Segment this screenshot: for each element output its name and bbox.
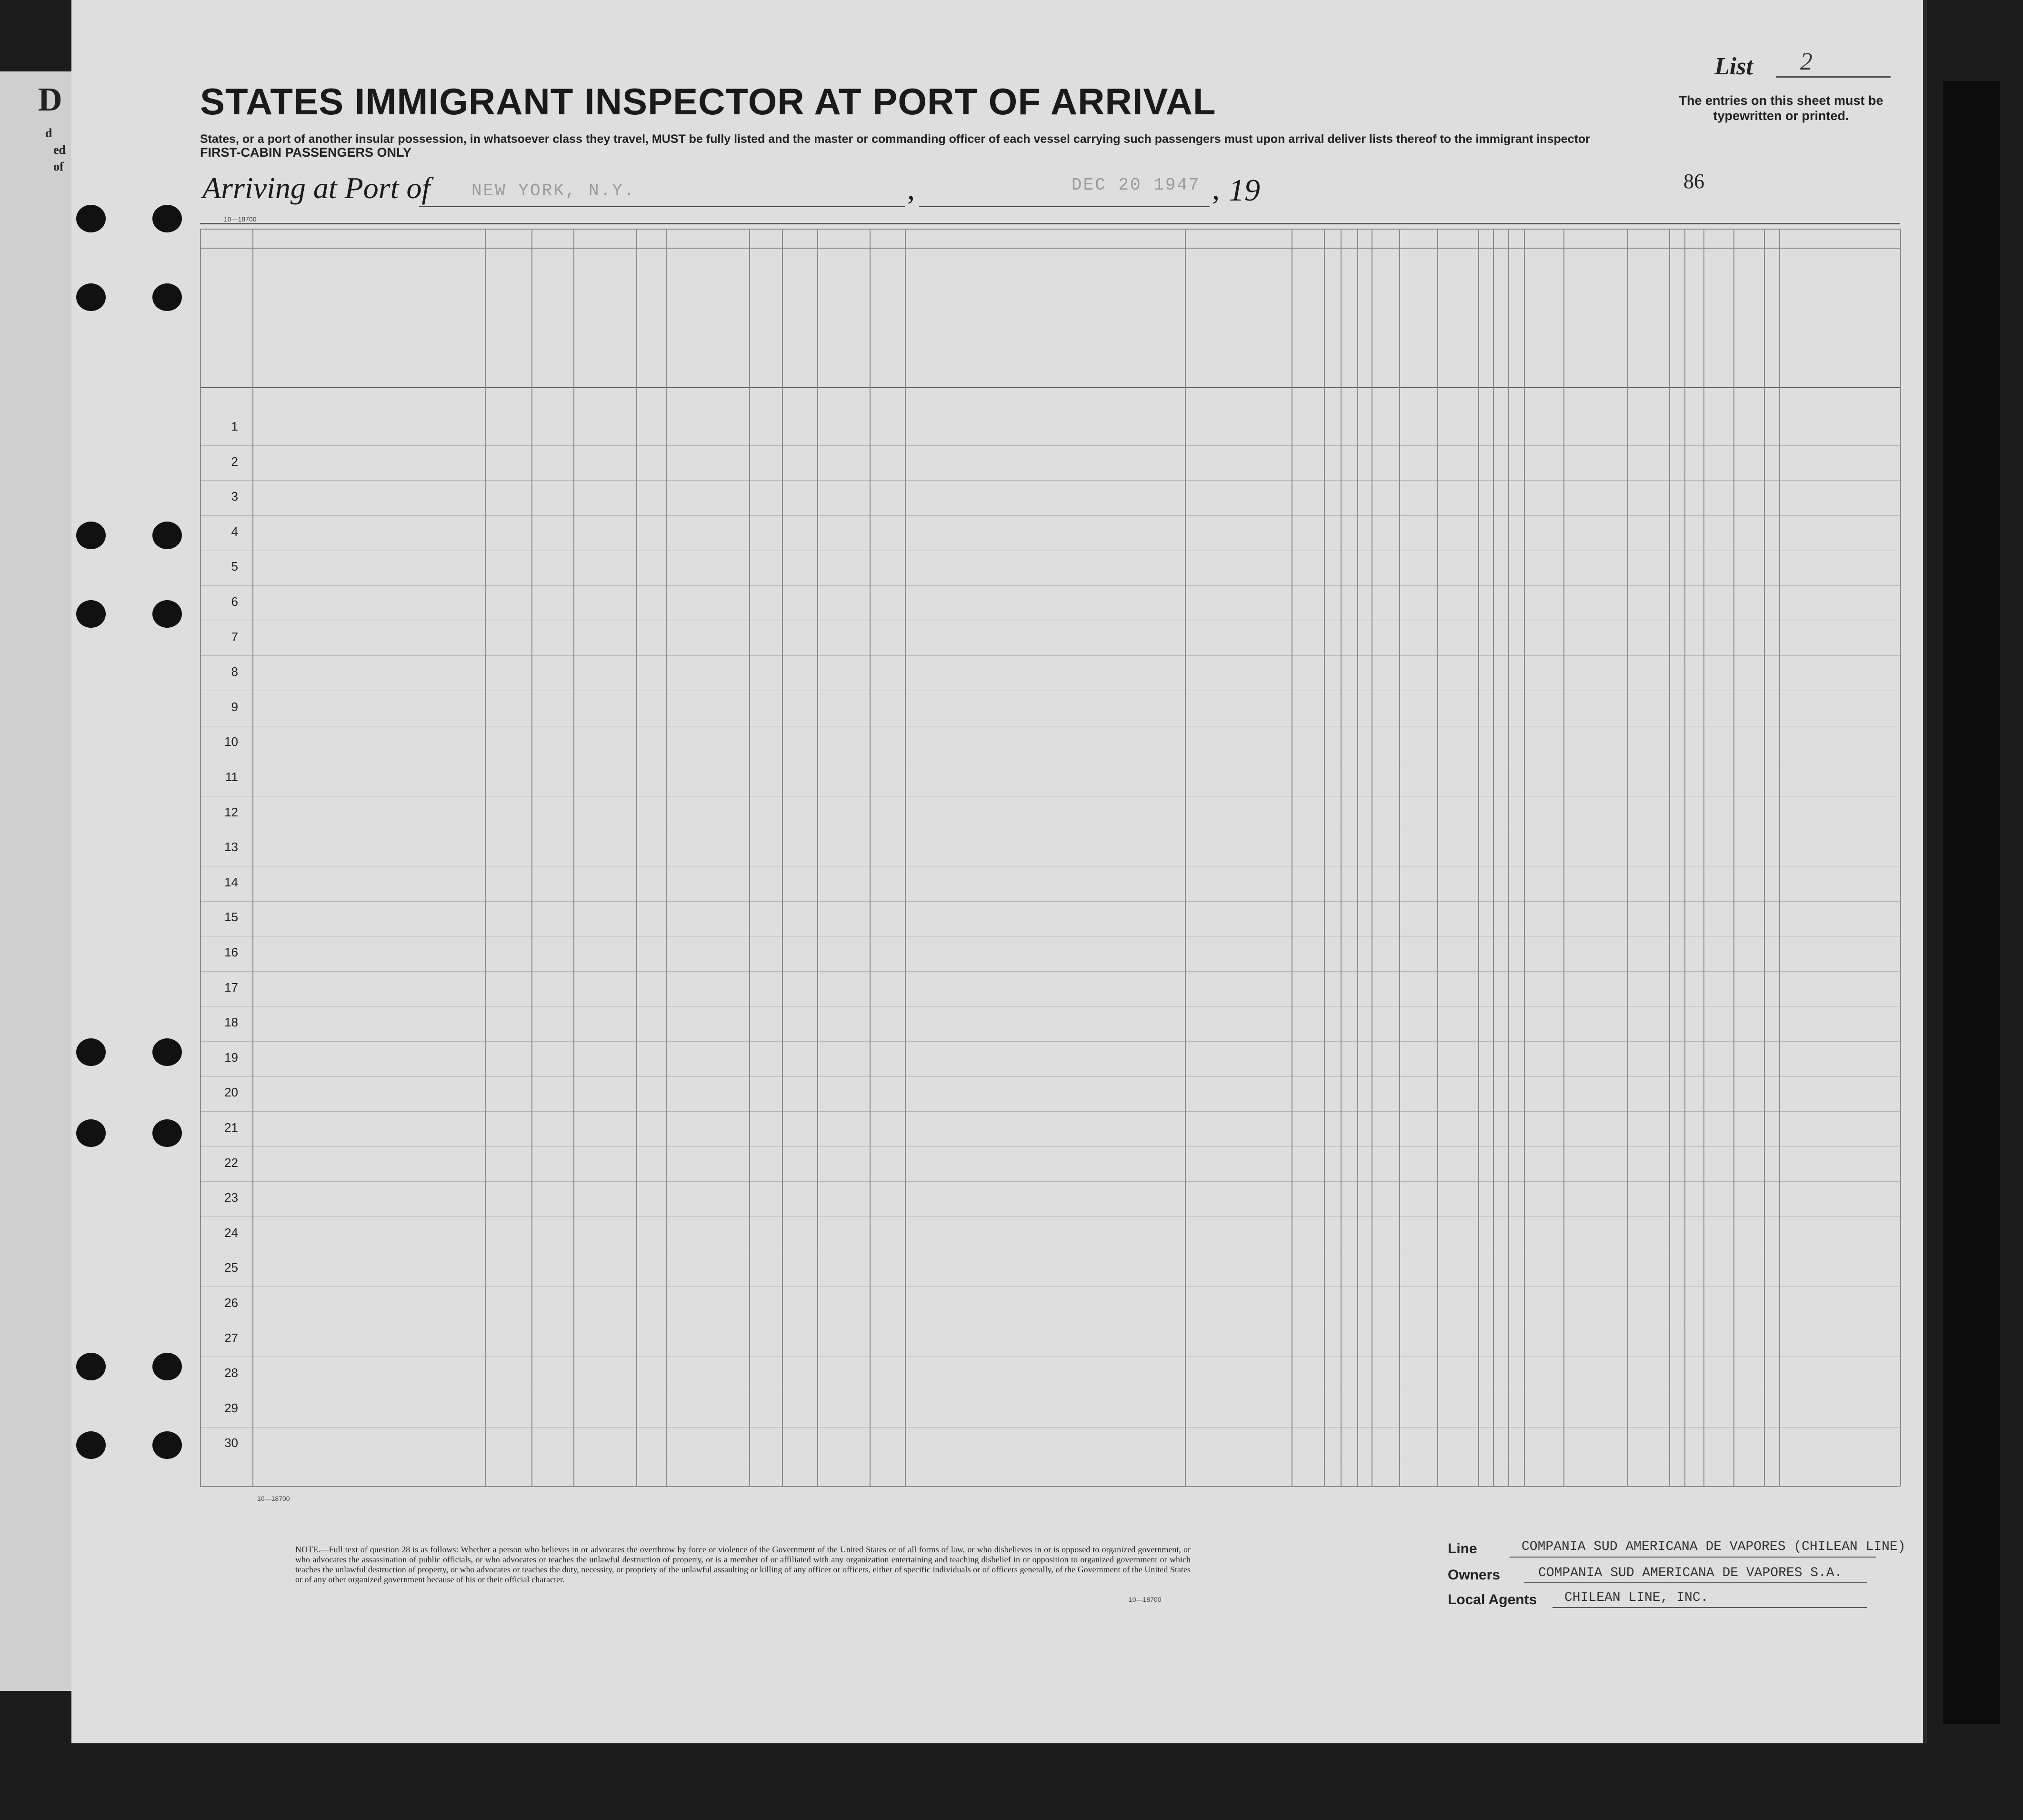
owners-underline bbox=[1524, 1582, 1867, 1583]
punch-hole bbox=[76, 600, 106, 628]
date-underline bbox=[919, 206, 1210, 207]
punch-hole bbox=[76, 205, 106, 232]
column-rule bbox=[1185, 229, 1186, 1486]
row-number: 29 bbox=[224, 1401, 238, 1415]
line-value: COMPANIA SUD AMERICANA DE VAPORES (CHILEAN LINE) bbox=[1522, 1539, 1906, 1554]
column-rule bbox=[636, 229, 637, 1486]
table-bottom-rule bbox=[200, 1486, 1900, 1487]
row-rule bbox=[200, 1427, 1900, 1428]
list-underline bbox=[1776, 76, 1891, 78]
column-rule bbox=[1341, 229, 1342, 1486]
row-rule bbox=[200, 655, 1900, 656]
row-number: 15 bbox=[224, 910, 238, 924]
column-rule bbox=[1399, 229, 1400, 1486]
row-number: 24 bbox=[224, 1226, 238, 1240]
column-rule bbox=[573, 229, 574, 1486]
form-code-left: 10—18700 bbox=[257, 1495, 290, 1502]
row-number: 18 bbox=[224, 1015, 238, 1029]
row-number: 8 bbox=[231, 664, 238, 679]
punch-hole bbox=[76, 1431, 106, 1459]
column-rule bbox=[1703, 229, 1704, 1486]
row-number: 1 bbox=[231, 419, 238, 433]
row-number: 25 bbox=[224, 1260, 238, 1275]
row-number: 10 bbox=[224, 734, 238, 749]
row-rule bbox=[200, 1076, 1900, 1077]
punch-hole bbox=[152, 283, 182, 311]
form-code: 10—18700 bbox=[224, 215, 257, 223]
column-rule bbox=[1684, 229, 1685, 1486]
row-number: 6 bbox=[231, 594, 238, 609]
form-title: STATES IMMIGRANT INSPECTOR AT PORT OF ARRIVAL bbox=[200, 80, 1216, 122]
punch-hole bbox=[76, 1353, 106, 1380]
row-number: 30 bbox=[224, 1436, 238, 1450]
row-number: 16 bbox=[224, 945, 238, 959]
port-underline bbox=[419, 206, 905, 207]
punch-hole bbox=[76, 522, 106, 549]
column-rule bbox=[817, 229, 818, 1486]
column-rule bbox=[905, 229, 906, 1486]
row-rule bbox=[200, 1111, 1900, 1112]
row-number: 17 bbox=[224, 980, 238, 995]
row-number: 27 bbox=[224, 1331, 238, 1345]
column-rule bbox=[749, 229, 750, 1486]
column-rule bbox=[666, 229, 667, 1486]
punch-hole bbox=[152, 1431, 182, 1459]
punch-hole bbox=[152, 205, 182, 232]
question-28-note: NOTE.—Full text of question 28 is as follows: Whether a person who believes in or advocates the overthrow by force or violence of the Government of the United States or of all forms of law, or who disbelieves in or is opposed to organized government, or who advocates the assassination of public officials, or who advocates or teaches the unlawful destruction of property, or is a member of or affiliated with any organization entertaining and teaching disbelief in or opposition to organized government or which teaches the unlawful destruction of property, or who advocates or teaches the duty, necessity, or propriety of the unlawful assaulting or killing of any officer or officers, either of specific individuals or of officers generally, of the Government of the United States or of any other organized government because of his or their official character. bbox=[295, 1545, 1191, 1584]
column-rule bbox=[1357, 229, 1358, 1486]
column-rule bbox=[1508, 229, 1509, 1486]
punch-hole bbox=[152, 1119, 182, 1147]
column-rule bbox=[1900, 229, 1901, 1486]
column-number-rule bbox=[200, 229, 1900, 230]
row-number: 11 bbox=[225, 770, 238, 784]
column-rule bbox=[252, 229, 253, 1486]
row-rule bbox=[200, 1181, 1900, 1182]
column-rule bbox=[1524, 229, 1525, 1486]
row-number: 3 bbox=[231, 489, 238, 503]
row-number: 20 bbox=[224, 1085, 238, 1099]
row-number: 14 bbox=[224, 875, 238, 889]
header-bottom-rule bbox=[200, 387, 1900, 388]
row-number: 5 bbox=[231, 559, 238, 573]
row-number: 23 bbox=[224, 1190, 238, 1205]
agents-label: Local Agents bbox=[1448, 1592, 1537, 1608]
row-number: 9 bbox=[231, 700, 238, 714]
date-stamp: DEC 20 1947 bbox=[1072, 175, 1201, 195]
edge-letter: ed bbox=[53, 143, 66, 157]
arriving-label: Arriving at Port of bbox=[202, 171, 431, 205]
row-rule bbox=[200, 445, 1900, 446]
row-number: 4 bbox=[231, 524, 238, 539]
comma: , bbox=[907, 172, 915, 206]
column-rule bbox=[200, 229, 201, 1486]
column-rule bbox=[782, 229, 783, 1486]
column-rule bbox=[1324, 229, 1325, 1486]
row-number: 21 bbox=[224, 1120, 238, 1135]
column-rule bbox=[1493, 229, 1494, 1486]
line-underline bbox=[1510, 1557, 1876, 1558]
form-code-footer: 10—18700 bbox=[1129, 1596, 1162, 1603]
row-number: 19 bbox=[224, 1050, 238, 1065]
edge-letter: D bbox=[38, 81, 62, 118]
column-rule bbox=[870, 229, 871, 1486]
edge-letter: d bbox=[45, 126, 52, 140]
agents-value: CHILEAN LINE, INC. bbox=[1564, 1590, 1709, 1605]
row-number: 2 bbox=[231, 454, 238, 469]
adjacent-page-edge bbox=[0, 71, 71, 1691]
agents-underline bbox=[1552, 1607, 1867, 1608]
sheet-number: 86 bbox=[1683, 170, 1704, 193]
punch-hole bbox=[152, 600, 182, 628]
column-rule bbox=[1669, 229, 1670, 1486]
column-rule bbox=[1627, 229, 1628, 1486]
comma: , bbox=[1212, 172, 1220, 206]
row-rule bbox=[200, 1041, 1900, 1042]
form-subtitle: States, or a port of another insular possession, in whatsoever class they travel, MUST be fully listed and the master or commanding officer of each vessel carrying such passengers must upon arrival deliver lists thereof to the immigrant inspector bbox=[200, 132, 1590, 146]
owners-label: Owners bbox=[1448, 1567, 1501, 1583]
list-label: List bbox=[1714, 53, 1753, 80]
port-stamp: NEW YORK, N.Y. bbox=[471, 181, 636, 201]
punch-hole bbox=[152, 1038, 182, 1066]
column-rule bbox=[1733, 229, 1734, 1486]
column-rule bbox=[1779, 229, 1780, 1486]
owners-value: COMPANIA SUD AMERICANA DE VAPORES S.A. bbox=[1538, 1566, 1843, 1580]
row-rule bbox=[200, 1146, 1900, 1147]
column-rule bbox=[531, 229, 532, 1486]
binding-edge bbox=[1943, 81, 2000, 1724]
table-top-rule bbox=[200, 223, 1900, 224]
punch-hole bbox=[152, 522, 182, 549]
year-prefix: 19 bbox=[1229, 173, 1260, 208]
column-rule bbox=[1563, 229, 1564, 1486]
row-number: 12 bbox=[224, 805, 238, 819]
row-rule bbox=[200, 480, 1900, 481]
column-rule bbox=[1478, 229, 1479, 1486]
column-rule bbox=[1437, 229, 1438, 1486]
row-rule bbox=[200, 515, 1900, 516]
line-label: Line bbox=[1448, 1541, 1477, 1557]
punch-hole bbox=[76, 1038, 106, 1066]
column-rule bbox=[485, 229, 486, 1486]
column-rule bbox=[1764, 229, 1765, 1486]
row-number: 7 bbox=[231, 630, 238, 644]
row-number: 26 bbox=[224, 1296, 238, 1310]
punch-hole bbox=[152, 1353, 182, 1380]
row-number: 22 bbox=[224, 1156, 238, 1170]
list-number: 2 bbox=[1800, 48, 1813, 75]
typewritten-note: The entries on this sheet must be typewritten or printed. bbox=[1679, 93, 1883, 123]
cabin-class: FIRST-CABIN PASSENGERS ONLY bbox=[200, 145, 412, 160]
row-rule bbox=[200, 901, 1900, 902]
row-rule bbox=[200, 585, 1900, 586]
punch-hole bbox=[76, 1119, 106, 1147]
row-rule bbox=[200, 971, 1900, 972]
punch-hole bbox=[76, 283, 106, 311]
row-number: 28 bbox=[224, 1366, 238, 1380]
column-number-rule bbox=[200, 248, 1900, 249]
edge-letter: of bbox=[53, 160, 64, 173]
manifest-sheet bbox=[71, 0, 1923, 1743]
row-number: 13 bbox=[224, 840, 238, 854]
